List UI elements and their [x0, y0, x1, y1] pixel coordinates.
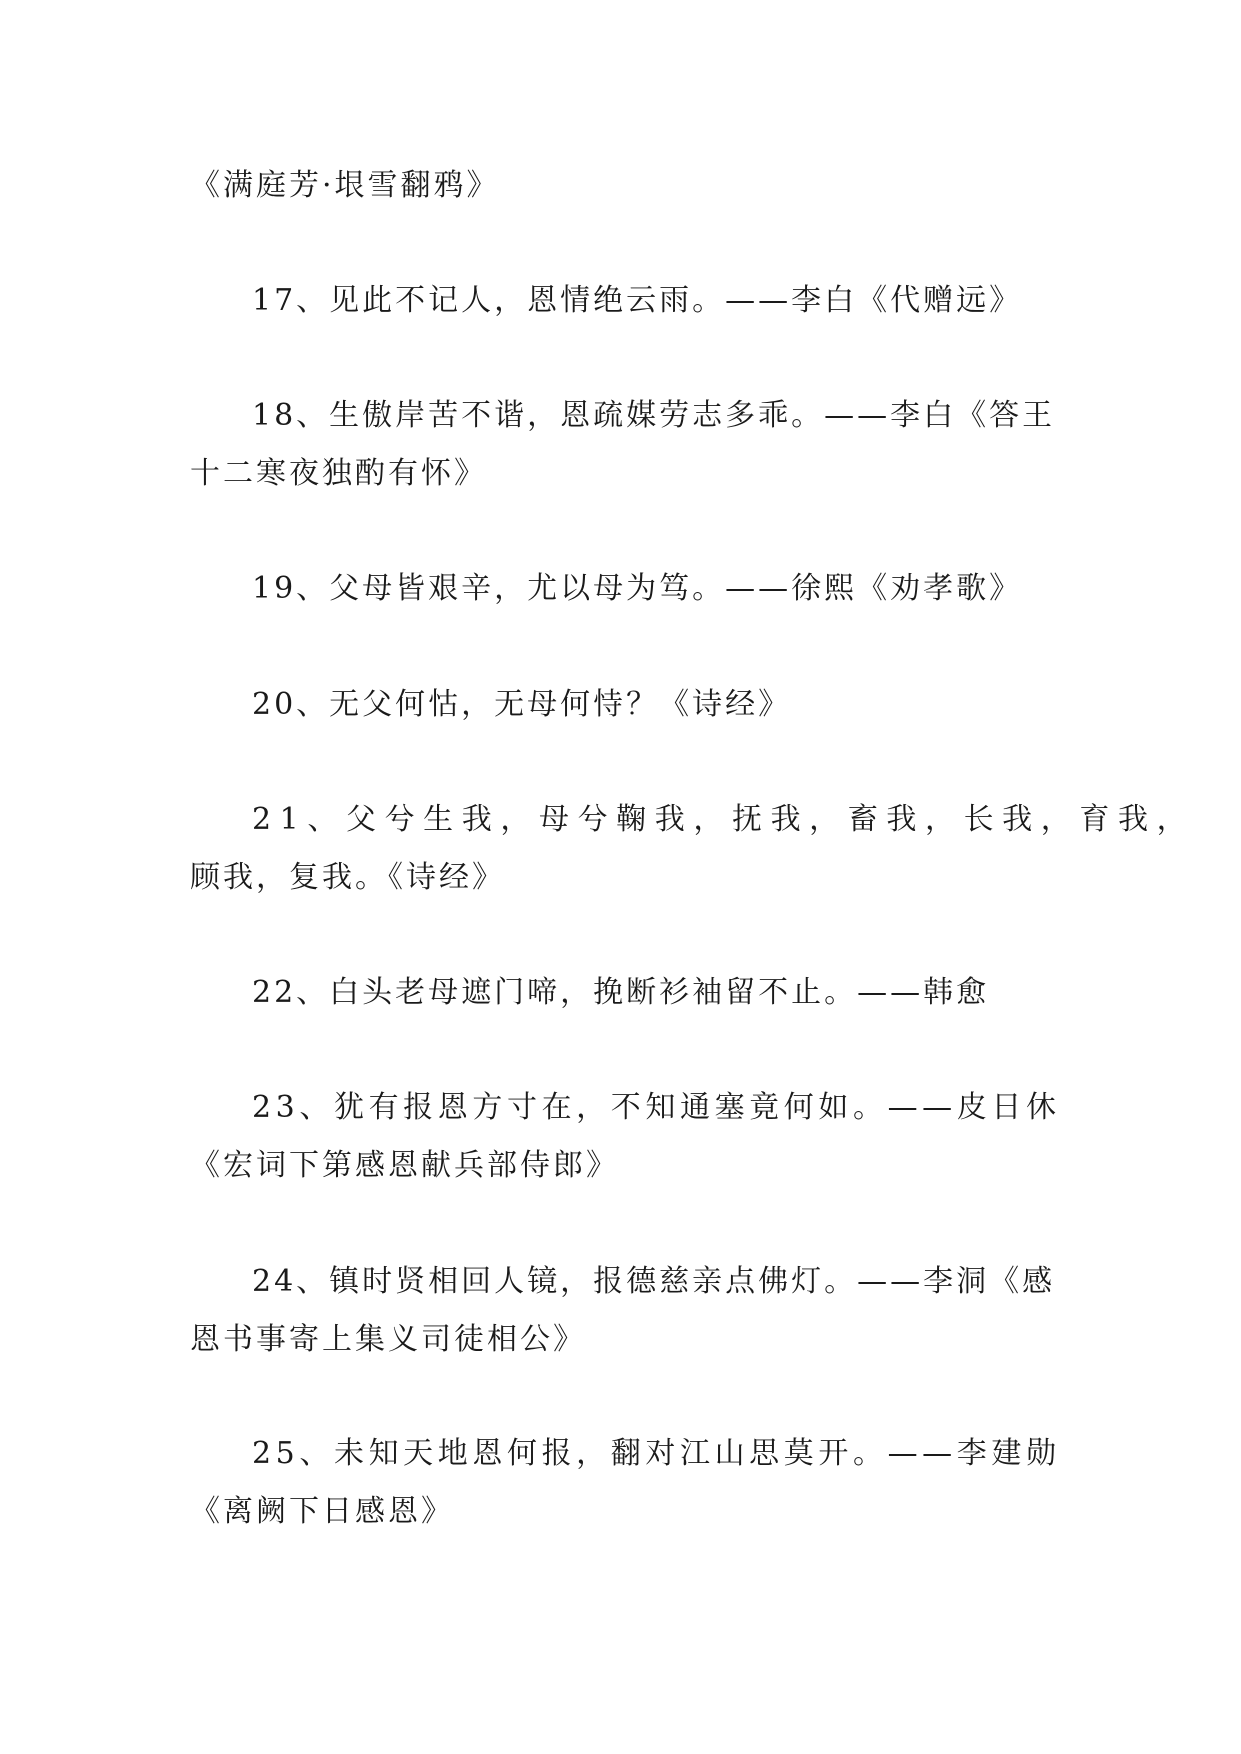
item-25: 25、未知天地恩何报，翻对江山思莫开。——李建勋 [252, 1436, 1061, 1471]
item-23: 23、犹有报恩方寸在，不知通塞竟何如。——皮日休 [252, 1090, 1061, 1125]
item-17: 17、见此不记人，恩情绝云雨。——李白《代赠远》 [252, 283, 1023, 318]
item-16-continuation: 《满庭芳·垠雪翻鸦》 [190, 168, 500, 203]
item-25-continuation: 《离阙下日感恩》 [190, 1494, 454, 1529]
item-21: 21、父兮生我，母兮鞠我，抚我，畜我，长我，育我， [252, 802, 1196, 837]
item-21-continuation: 顾我，复我。《诗经》 [190, 860, 505, 895]
item-24: 24、镇时贤相回人镜，报德慈亲点佛灯。——李洞《感 [252, 1264, 1056, 1299]
item-22: 22、白头老母遮门啼，挽断衫袖留不止。——韩愈 [252, 975, 990, 1010]
item-23-continuation: 《宏词下第感恩献兵部侍郎》 [190, 1148, 619, 1183]
item-20: 20、无父何怙，无母何恃？《诗经》 [252, 687, 792, 722]
item-18-continuation: 十二寒夜独酌有怀》 [190, 456, 487, 491]
item-24-continuation: 恩书事寄上集义司徒相公》 [190, 1322, 586, 1357]
item-19: 19、父母皆艰辛，尤以母为笃。——徐熙《劝孝歌》 [252, 571, 1023, 606]
item-18: 18、生傲岸苦不谐，恩疏媒劳志多乖。——李白《答王 [252, 398, 1056, 433]
